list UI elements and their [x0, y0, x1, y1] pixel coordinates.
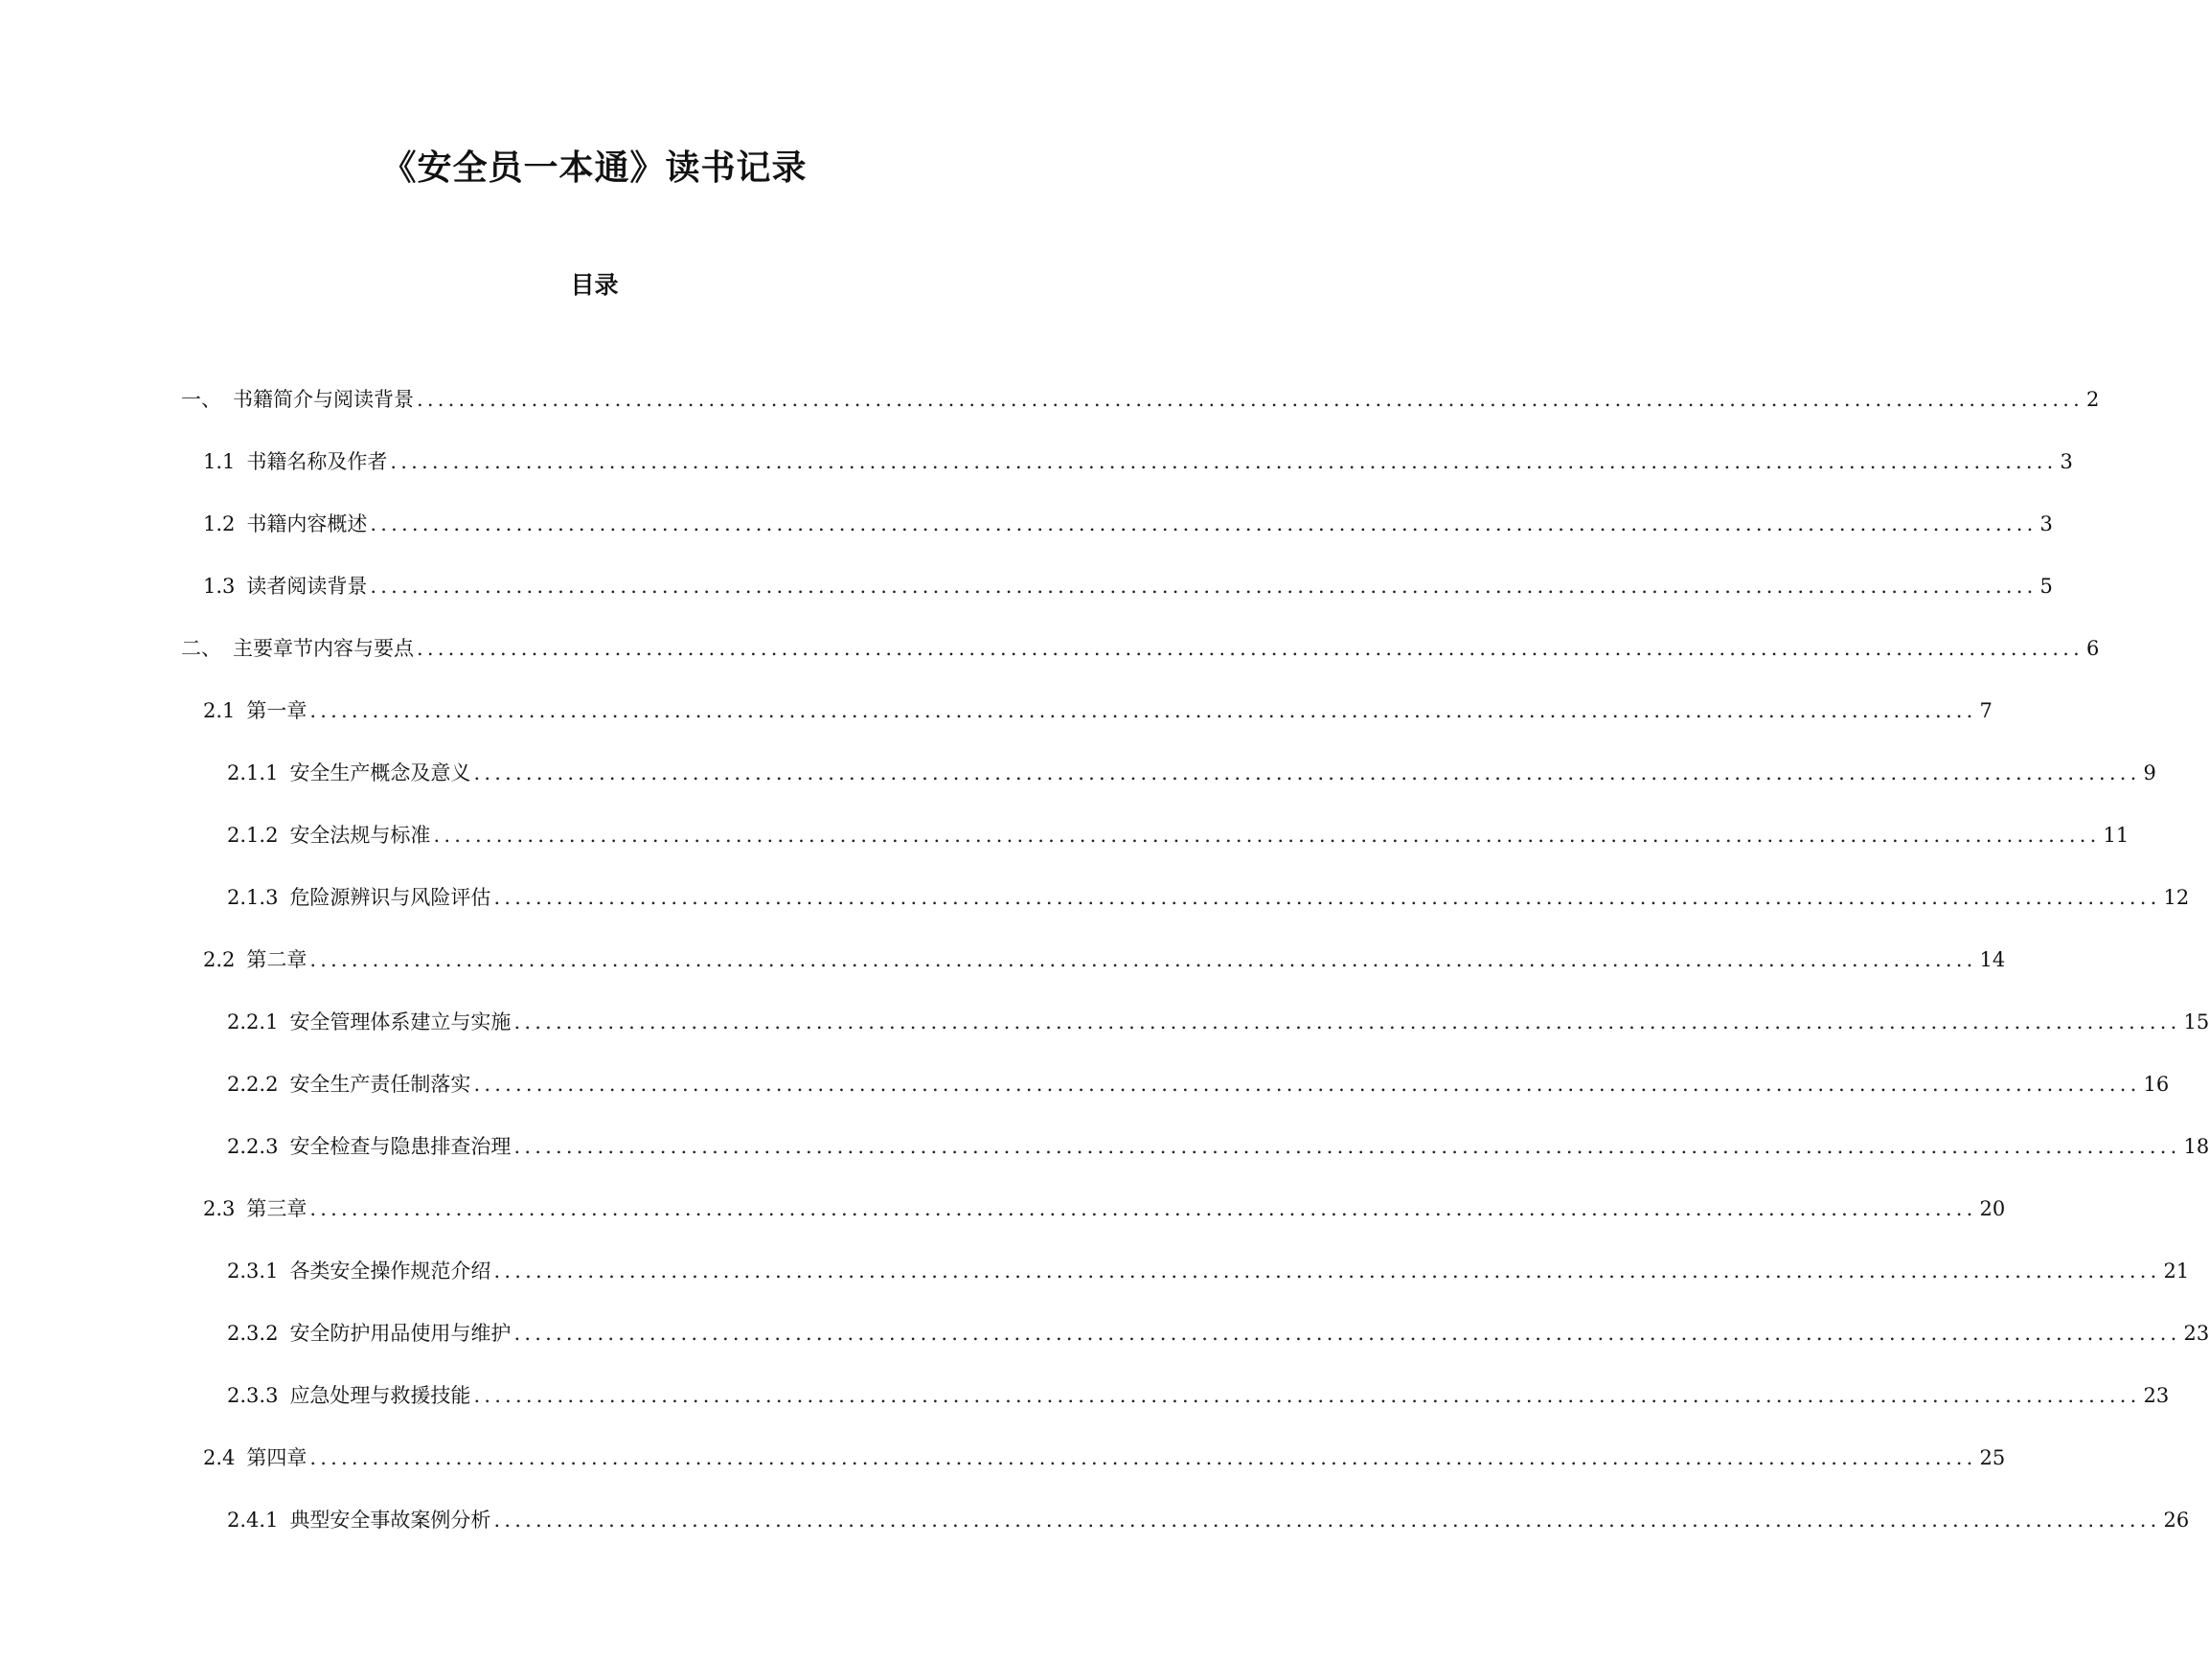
toc-entry[interactable] [0, 866, 2190, 928]
toc-entry[interactable] [0, 430, 2073, 492]
toc-entry-label: 第三章 [246, 1196, 307, 1220]
toc-entry-number: 1.1 [203, 449, 236, 473]
toc-entry-number: 1.2 [203, 511, 236, 535]
toc-entry-title [203, 697, 307, 724]
toc-entry-number: 2.4.1 [227, 1508, 279, 1532]
dot-leader: ................................................................................................................................................................ [417, 636, 2084, 660]
toc-entry-label: 各类安全操作规范介绍 [289, 1259, 491, 1283]
toc-entry-number: 2.2.2 [227, 1072, 279, 1096]
dot-leader: ................................................................................................................................................................ [473, 1072, 2141, 1096]
toc-entry-title [227, 760, 470, 786]
toc-entry[interactable] [0, 1426, 2006, 1488]
toc-entry-title [227, 1258, 490, 1284]
toc-entry-label: 典型安全事故案例分析 [289, 1508, 491, 1532]
toc-entry-label: 书籍简介与阅读背景 [233, 387, 414, 411]
toc-entry-title [181, 386, 414, 413]
table-of-contents [0, 368, 2209, 1551]
toc-entry-label: 危险源辨识与风险评估 [289, 885, 491, 909]
toc-entry-number: 2.3 [203, 1196, 236, 1220]
toc-entry-title [203, 1444, 307, 1471]
toc-entry-number: 2.4 [203, 1445, 236, 1469]
toc-page-number: 5 [2039, 574, 2053, 598]
toc-entry-title [203, 511, 367, 537]
toc-entry-title [227, 1507, 490, 1533]
toc-page-number: 2 [2086, 387, 2100, 411]
toc-entry[interactable] [0, 679, 1993, 741]
toc-entry[interactable] [0, 1302, 2209, 1364]
toc-entry-title [181, 635, 414, 662]
dot-leader: ................................................................................................................................................................ [390, 449, 2058, 473]
toc-page-number: 23 [2183, 1321, 2209, 1345]
toc-entry-number: 2.1.2 [227, 823, 279, 847]
toc-entry-label: 第一章 [246, 698, 307, 722]
toc-entry-label: 应急处理与救援技能 [289, 1383, 471, 1407]
toc-entry[interactable] [0, 741, 2156, 804]
toc-entry-title [203, 573, 367, 600]
toc-entry-number: 2.3.2 [227, 1321, 279, 1345]
toc-page-number: 6 [2086, 636, 2100, 660]
toc-entry-number: 2.2.1 [227, 1010, 279, 1033]
toc-entry-title [203, 1195, 307, 1222]
toc-entry[interactable] [0, 804, 2129, 866]
toc-entry-number: 2.3.1 [227, 1259, 279, 1283]
toc-entry-label: 安全检查与隐患排查治理 [289, 1134, 512, 1158]
dot-leader: ................................................................................................................................................................ [417, 387, 2084, 411]
toc-page-number: 3 [2060, 449, 2073, 473]
toc-entry[interactable] [0, 555, 2053, 617]
toc-entry[interactable] [0, 1364, 2170, 1426]
toc-entry-title [227, 1071, 470, 1098]
dot-leader: ................................................................................................................................................................ [493, 1508, 2161, 1532]
toc-entry-number: 2.1.3 [227, 885, 279, 909]
toc-entry[interactable] [0, 990, 2209, 1053]
toc-entry-title [227, 1320, 511, 1347]
document-title: 《安全员一本通》读书记录 [381, 148, 808, 188]
toc-page-number: 15 [2183, 1010, 2209, 1033]
toc-entry[interactable] [0, 492, 2053, 555]
dot-leader: ................................................................................................................................................................ [493, 885, 2161, 909]
toc-entry-label: 安全生产责任制落实 [289, 1072, 471, 1096]
toc-entry[interactable] [0, 617, 2100, 679]
toc-entry-title [227, 1382, 470, 1409]
toc-page-number: 26 [2163, 1508, 2190, 1532]
toc-entry[interactable] [0, 368, 2100, 430]
toc-entry-label: 书籍名称及作者 [246, 449, 388, 473]
toc-entry-title [227, 822, 430, 849]
toc-entry-title [227, 1133, 511, 1160]
toc-page-number: 21 [2163, 1259, 2190, 1283]
toc-entry-label: 读者阅读背景 [246, 574, 368, 598]
toc-entry-title [203, 448, 387, 475]
toc-entry[interactable] [0, 1488, 2190, 1551]
toc-entry-label: 第四章 [246, 1445, 307, 1469]
dot-leader: ................................................................................................................................................................ [433, 823, 2101, 847]
toc-entry-title [227, 1009, 511, 1035]
dot-leader: ................................................................................................................................................................ [473, 1383, 2141, 1407]
dot-leader: ................................................................................................................................................................ [309, 698, 1977, 722]
toc-entry-label: 安全法规与标准 [289, 823, 431, 847]
toc-heading: 目录 [570, 271, 619, 299]
dot-leader: ................................................................................................................................................................ [513, 1321, 2181, 1345]
toc-page-number: 11 [2103, 823, 2129, 847]
dot-leader: ................................................................................................................................................................ [370, 574, 2038, 598]
toc-entry[interactable] [0, 1053, 2170, 1115]
toc-entry-number: 2.2 [203, 947, 236, 971]
toc-entry-label: 安全管理体系建立与实施 [289, 1010, 512, 1033]
dot-leader: ................................................................................................................................................................ [513, 1134, 2181, 1158]
toc-entry-number: 2.1 [203, 698, 236, 722]
toc-page-number: 7 [1979, 698, 1993, 722]
toc-page-number: 23 [2143, 1383, 2170, 1407]
dot-leader: ................................................................................................................................................................ [473, 761, 2141, 784]
toc-entry-number: 2.1.1 [227, 761, 279, 784]
toc-entry-number: 2.2.3 [227, 1134, 279, 1158]
toc-page-number: 12 [2163, 885, 2190, 909]
toc-entry[interactable] [0, 1177, 2006, 1239]
toc-entry-title [227, 884, 490, 911]
toc-entry-label: 第二章 [246, 947, 307, 971]
dot-leader: ................................................................................................................................................................ [370, 511, 2038, 535]
dot-leader: ................................................................................................................................................................ [309, 1445, 1977, 1469]
toc-entry-label: 安全生产概念及意义 [289, 761, 471, 784]
toc-entry[interactable] [0, 1239, 2190, 1302]
toc-entry-title [203, 946, 307, 973]
dot-leader: ................................................................................................................................................................ [309, 947, 1977, 971]
toc-page-number: 3 [2039, 511, 2053, 535]
toc-entry-label: 主要章节内容与要点 [233, 636, 414, 660]
dot-leader: ................................................................................................................................................................ [513, 1010, 2181, 1033]
toc-page-number: 25 [1979, 1445, 2006, 1469]
toc-entry-label: 书籍内容概述 [246, 511, 368, 535]
toc-entry-number: 二、 [181, 636, 221, 660]
toc-page-number: 14 [1979, 947, 2006, 971]
toc-page-number: 18 [2183, 1134, 2209, 1158]
toc-entry-number: 一、 [181, 387, 221, 411]
toc-entry[interactable] [0, 928, 2006, 990]
toc-entry-number: 2.3.3 [227, 1383, 279, 1407]
dot-leader: ................................................................................................................................................................ [493, 1259, 2161, 1283]
toc-page-number: 16 [2143, 1072, 2170, 1096]
toc-entry-label: 安全防护用品使用与维护 [289, 1321, 512, 1345]
dot-leader: ................................................................................................................................................................ [309, 1196, 1977, 1220]
toc-page-number: 20 [1979, 1196, 2006, 1220]
toc-entry-number: 1.3 [203, 574, 236, 598]
toc-entry[interactable] [0, 1115, 2209, 1177]
toc-page-number: 9 [2143, 761, 2156, 784]
